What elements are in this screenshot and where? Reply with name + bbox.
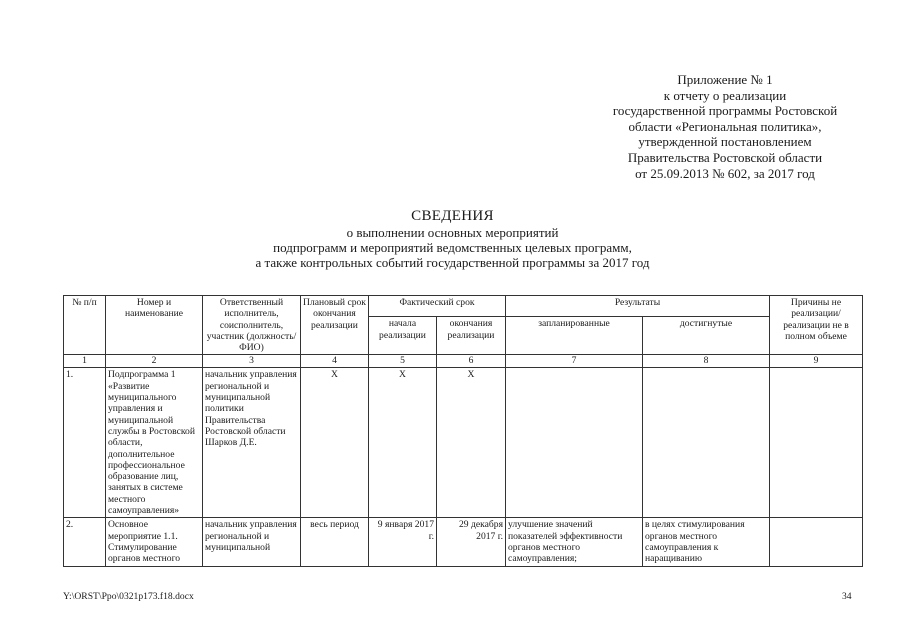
row-reasons — [770, 518, 863, 566]
document-subtitle-line: о выполнении основных мероприятий — [346, 225, 559, 240]
document-heading — [0, 208, 905, 270]
appendix-line: от 25.09.2013 № 602, за 2017 год — [635, 165, 815, 181]
row-executor: начальник управления региональной и муниципальной — [203, 518, 301, 566]
header-results-planned: запланированные — [506, 317, 643, 355]
appendix-line: утвержденной постановлением — [638, 134, 812, 150]
row-start-date: 9 января 2017 г. — [369, 518, 437, 566]
document-title: СВЕДЕНИЯ — [411, 208, 494, 224]
document-subtitle-line: а также контрольных событий государственной программы за 2017 год — [255, 255, 650, 270]
row-number: 2. — [64, 518, 106, 566]
column-number: 4 — [301, 355, 369, 368]
column-number: 8 — [643, 355, 770, 368]
row-executor: начальник управления региональной и муниципальной политики Правительства Ростовской области Шарков Д.Е. — [203, 368, 301, 518]
row-end-date: 29 декабря 2017 г. — [437, 518, 506, 566]
column-number: 7 — [506, 355, 643, 368]
header-reasons: Причины не реализации/ реализации не в полном объеме — [770, 296, 863, 355]
activities-table — [63, 295, 863, 567]
column-number: 2 — [106, 355, 203, 368]
table-header-row — [64, 296, 863, 317]
header-number: № п/п — [64, 296, 106, 355]
appendix-line: к отчету о реализации — [663, 87, 787, 103]
document-subtitle-line: подпрограмм и мероприятий ведомственных целевых программ, — [273, 240, 632, 255]
appendix-block — [560, 72, 890, 181]
row-results-planned: улучшение значений показателей эффективности органов местного самоуправления; — [506, 518, 643, 566]
row-results-planned — [506, 368, 643, 518]
column-number: 6 — [437, 355, 506, 368]
column-number: 1 — [64, 355, 106, 368]
header-results-achieved: достигнутые — [643, 317, 770, 355]
row-reasons — [770, 368, 863, 518]
row-end-date: Х — [437, 368, 506, 518]
column-number: 9 — [770, 355, 863, 368]
header-name: Номер и наименование — [106, 296, 203, 355]
column-number: 5 — [369, 355, 437, 368]
header-actual-dates-group: Фактический срок — [369, 296, 506, 317]
header-planned-date: Плановый срок окончания реализации — [301, 296, 369, 355]
column-number: 3 — [203, 355, 301, 368]
column-numbers-row — [64, 355, 863, 368]
row-number: 1. — [64, 368, 106, 518]
table-row — [64, 518, 863, 566]
appendix-line: Приложение № 1 — [677, 72, 773, 87]
row-planned-date: весь период — [301, 518, 369, 566]
footer-file-path: Y:\ORST\Ppo\0321p173.f18.docx — [63, 591, 194, 602]
row-name: Основное мероприятие 1.1. Стимулирование органов местного — [106, 518, 203, 566]
appendix-line: государственной программы Ростовской — [612, 103, 838, 119]
appendix-line: области «Региональная политика», — [628, 118, 822, 134]
table-row — [64, 368, 863, 518]
appendix-line: Правительства Ростовской области — [627, 149, 823, 165]
footer-page-number: 34 — [842, 591, 852, 602]
header-results-group: Результаты — [506, 296, 770, 317]
row-planned-date: Х — [301, 368, 369, 518]
header-executor: Ответственный исполнитель, соисполнитель, участник (должность/ ФИО) — [203, 296, 301, 355]
row-start-date: Х — [369, 368, 437, 518]
row-results-achieved — [643, 368, 770, 518]
row-results-achieved: в целях стимулирования органов местного самоуправления к наращиванию — [643, 518, 770, 566]
header-end-date: окончания реализации — [437, 317, 506, 355]
row-name: Подпрограмма 1 «Развитие муниципального управления и муниципальной службы в Ростовской области, дополнительное профессиональное образование лиц, занятых в системе местного самоуправления» — [106, 368, 203, 518]
header-start-date: начала реализации — [369, 317, 437, 355]
